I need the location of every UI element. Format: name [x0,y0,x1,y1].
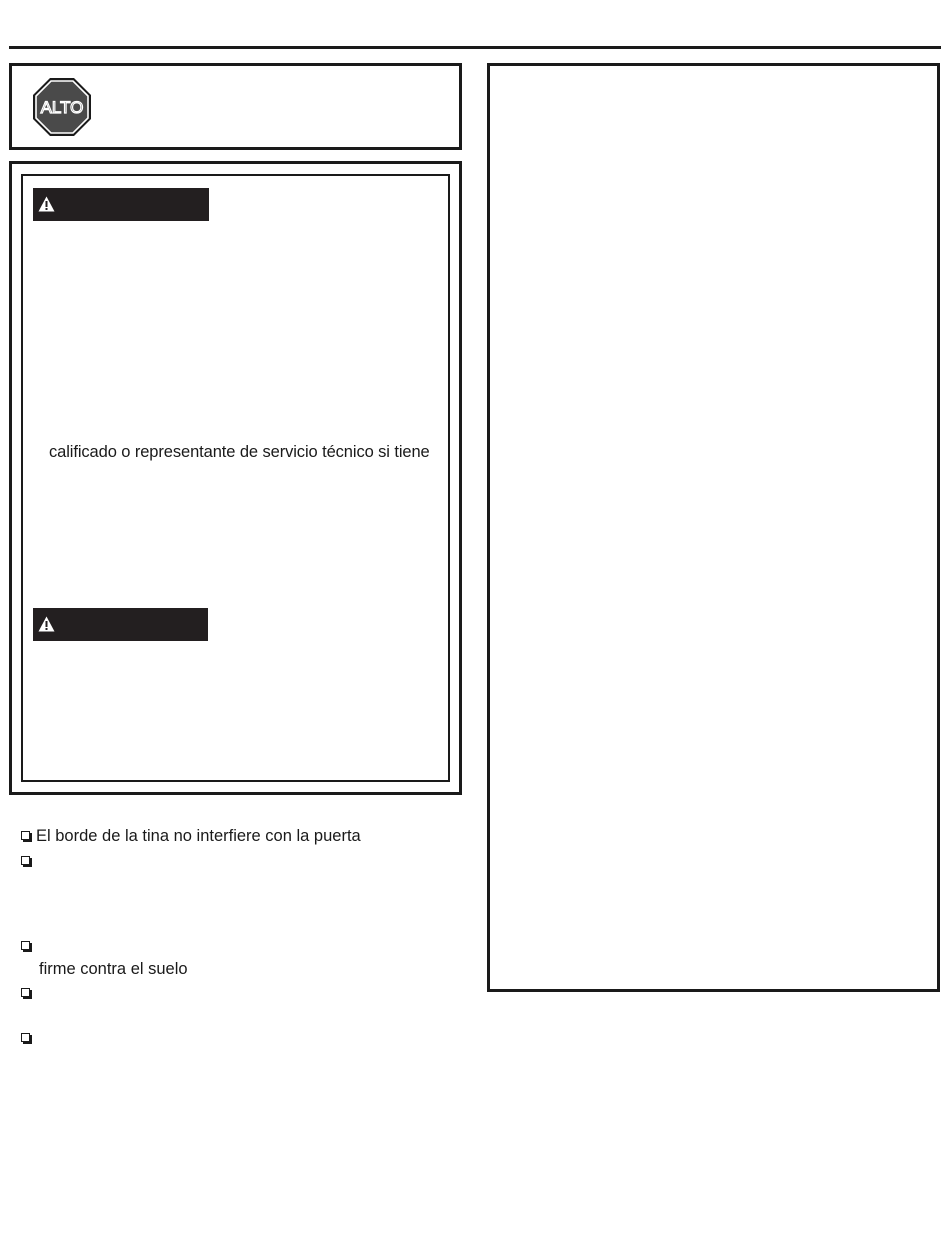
warning-triangle-icon [38,616,55,632]
checklist-item-text: El borde de la tina no interfiere con la puerta [36,827,361,845]
stop-notice-box [9,63,462,150]
warning-triangle-icon [38,196,55,212]
checklist-item-continuation: firme contra el suelo [39,960,188,978]
checklist-item [21,827,361,846]
checklist-item [21,852,36,871]
checkbox-icon [21,856,30,865]
stop-sign-icon [32,77,92,137]
checkbox-icon [21,1033,30,1042]
right-content-box [487,63,940,992]
warning-header-bar-secondary [33,608,208,641]
checklist-item [21,984,36,1003]
stop-sign-text: ALTO [40,98,84,117]
warning-inner-frame [21,174,450,782]
warning-body-line: calificado o representante de servicio técnico si tiene [49,443,430,461]
checkbox-icon [21,831,30,840]
checkbox-icon [21,988,30,997]
checkbox-icon [21,941,30,950]
checklist-item [21,1029,36,1048]
checklist-item [21,937,36,956]
warning-header-bar [33,188,209,221]
warning-box [9,161,462,795]
top-rule [9,46,941,49]
